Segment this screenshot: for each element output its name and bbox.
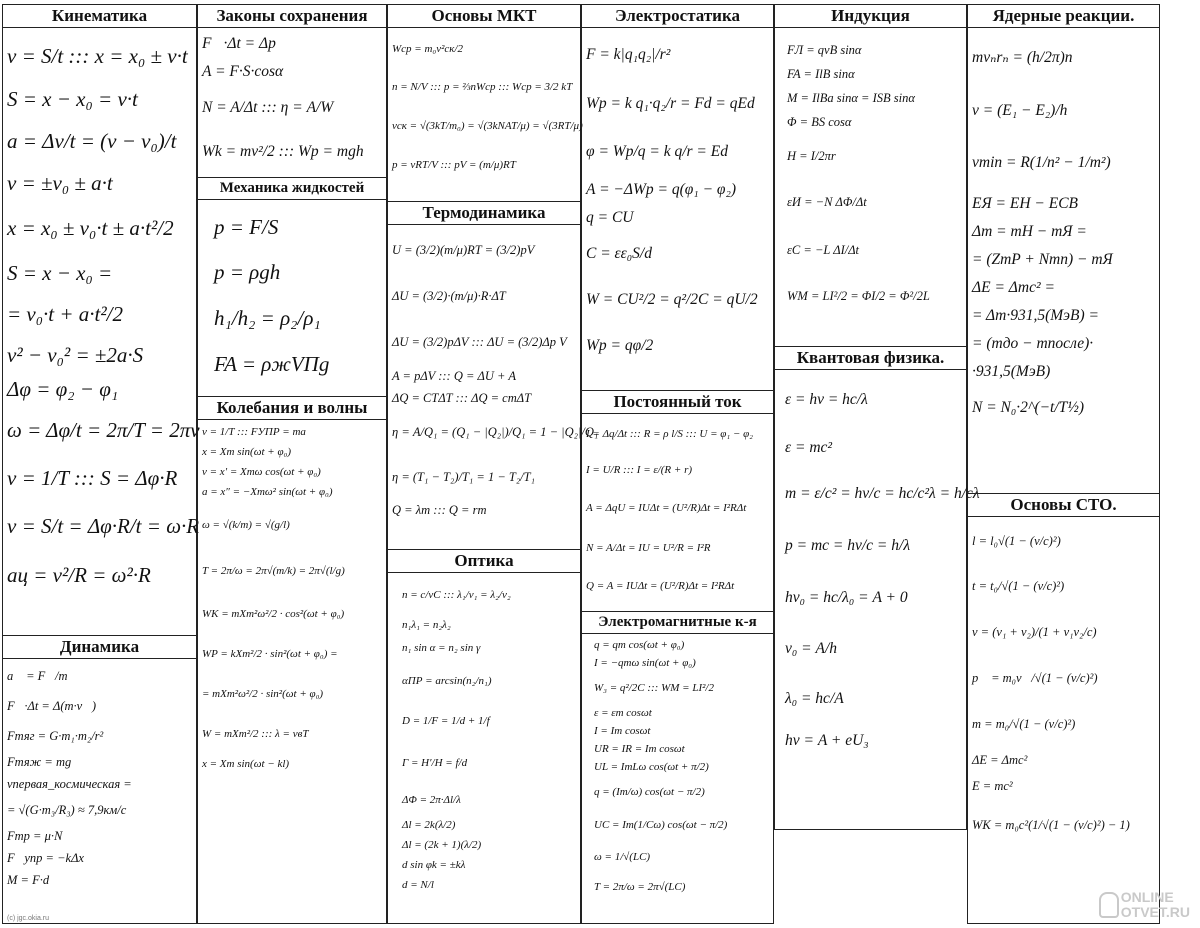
formula: p = mc = hν/c = h/λ (785, 537, 911, 554)
formula: H = I/2πr (787, 149, 836, 163)
formula: ω = 1/√(LC) (594, 851, 651, 863)
formula: W = CU²/2 = q²/2C = qU/2 (586, 291, 758, 308)
formula: νmin = R(1/n² − 1/m²) (972, 154, 1111, 171)
formula: S = x − x₀ = (7, 261, 113, 285)
lightbulb-icon (1099, 892, 1119, 918)
formula: = mXm²ω²/2 · sin²(ωt + φ₀) (202, 688, 324, 700)
formula: F⃗·Δt = Δp⃗ (202, 35, 288, 52)
formula: ω = Δφ/t = 2π/T = 2πν (7, 418, 200, 442)
section-title: Постоянный ток (582, 391, 773, 414)
formula: C = εε₀S/d (586, 245, 652, 262)
formula: φ = Wp/q = k q/r = Ed (586, 143, 728, 160)
section-title: Колебания и волны (198, 397, 386, 420)
formula: N = A/Δt = IU = U²/R = I²R (586, 542, 711, 554)
section-oscillations (197, 396, 387, 924)
section-title: Оптика (388, 550, 580, 573)
formula: WK = mXm²ω²/2 · cos²(ωt + φ₀) (202, 608, 345, 620)
formula: αПР = arcsin(n₂/n₁) (402, 675, 492, 687)
section-nuclear (967, 4, 1160, 494)
formula: m = ε/c² = hν/c = hc/c²λ = h/cλ (785, 485, 980, 502)
formula: ν = 1/T ::: FУПР = ma (202, 426, 306, 438)
formula: I = U/R ::: I = ε/(R + r) (586, 464, 693, 476)
column-6 (967, 4, 1160, 924)
formula: d = N/l (402, 879, 434, 891)
section-title: Ядерные реакции. (968, 5, 1159, 28)
formula: x = Xm sin(ωt + φ₀) (202, 446, 292, 458)
section-thermo (387, 201, 599, 550)
formula: λ₀ = hc/A (785, 690, 844, 707)
formula: q = (Im/ω) cos(ωt − π/2) (594, 786, 705, 798)
formula-list (775, 370, 980, 760)
formula: Fтяг = G·m₁·m₂/r² (7, 729, 104, 743)
formula: Δl = 2k(λ/2) (402, 819, 456, 831)
formula: p⃗ = m₀v⃗/√(1 − (v/c)²) (972, 671, 1098, 685)
formula: WM = LI²/2 = ΦI/2 = Φ²/2L (787, 289, 930, 303)
section-mkt (387, 4, 581, 202)
formula: FЛ = qvB sinα (787, 43, 862, 57)
formula: W = mXm²/2 ::: λ = vвT (202, 728, 309, 740)
section-optics (387, 549, 581, 924)
formula: Q = A = IUΔt = (U²/R)Δt = I²RΔt (586, 580, 735, 592)
formula: a⃗ = F⃗/m (7, 669, 68, 683)
formula: WP = kXm²/2 · sin²(ωt + φ₀) = (202, 648, 338, 660)
formula: Δφ = φ₂ − φ₁ (7, 377, 119, 401)
formula: T = 2π/ω = 2π√(m/k) = 2π√(l/g) (202, 565, 345, 577)
formula: p = ρgh (214, 260, 281, 284)
formula-list (198, 28, 386, 176)
column-1 (2, 4, 200, 924)
formula: UL = ImLω cos(ωt + π/2) (594, 761, 709, 773)
watermark-line2: OTVET.RU (1120, 904, 1190, 920)
formula: N = N₀·2^(−t/T½) (972, 399, 1085, 416)
formula: ΔE = Δmc² (972, 753, 1028, 767)
formula: ΔE = Δmc² = (972, 279, 1055, 296)
formula-list (3, 659, 196, 893)
section-title: Динамика (3, 636, 196, 659)
formula: η = A/Q₁ = (Q₁ − |Q₂|)/Q₁ = 1 − |Q₂|/Q₁ (392, 425, 599, 439)
formula: εC = −L ΔI/Δt (787, 243, 860, 257)
formula: m = m₀/√(1 − (v/c)²) (972, 717, 1076, 731)
formula: = Δm·931,5(МэВ) = (972, 307, 1099, 324)
formula: M = F·d (7, 873, 50, 887)
formula: vск = √(3kT/m₀) = √(3kNAT/μ) = √(3RT/μ) (392, 120, 583, 132)
formula: = v₀·t + a·t²/2 (7, 302, 124, 326)
formula-list (968, 28, 1159, 432)
section-title: Электростатика (582, 5, 773, 28)
watermark-line1: ONLINE (1120, 889, 1174, 905)
formula: η = (T₁ − T₂)/T₁ = 1 − T₂/T₁ (392, 470, 535, 484)
formula: I = Δq/Δt ::: R = ρ l/S ::: U = φ₁ − φ₂ (586, 428, 753, 440)
formula: ε = mc² (785, 439, 833, 456)
formula-list (582, 634, 773, 904)
column-2 (197, 4, 387, 924)
formula: FA = ρжVПg (214, 352, 330, 376)
formula: p = F/S (214, 215, 279, 239)
formula: a = x″ = −Xmω² sin(ωt + φ₀) (202, 486, 333, 498)
formula: n = c/vC ::: λ₁/ν₁ = λ₂/ν₂ (402, 589, 511, 601)
section-quantum (774, 346, 980, 830)
section-em (581, 611, 774, 924)
section-title: Кинематика (3, 5, 196, 28)
formula: p = νRT/V ::: pV = (m/μ)RT (392, 159, 516, 171)
formula: a = Δv/t = (v − v₀)/t (7, 129, 177, 153)
formula: Φ = BS cosα (787, 115, 852, 129)
formula: Wp = k q₁·q₂/r = Fd = qEd (586, 95, 755, 112)
formula: Q = λm ::: Q = rm (392, 503, 487, 517)
formula: A = F·S·cosα (202, 63, 284, 80)
column-5 (774, 4, 980, 924)
formula: ν₀ = A/h (785, 640, 838, 657)
formula: A = −ΔWp = q(φ₁ − φ₂) (586, 181, 737, 198)
formula: ·931,5(МэВ) (972, 363, 1051, 380)
formula: Δl = (2k + 1)(λ/2) (402, 839, 482, 851)
column-4 (581, 4, 774, 924)
formula: εИ = −N ΔΦ/Δt (787, 195, 867, 209)
formula: v = (v₁ + v₂)/(1 + v₁v₂/c) (972, 625, 1097, 639)
section-dc (581, 390, 774, 612)
formula-list (388, 28, 583, 186)
formula: U = (3/2)(m/μ)RT = (3/2)pV (392, 243, 535, 257)
formula: l = l₀√(1 − (v/c)²) (972, 534, 1061, 548)
section-title: Основы СТО. (968, 494, 1159, 517)
formula-list (198, 200, 386, 386)
formula: E = mc² (972, 779, 1013, 793)
formula-list (582, 414, 773, 606)
formula: ΔU = (3/2)·(m/μ)·R·ΔT (392, 289, 506, 303)
formula: Γ = H′/H = f/d (402, 757, 468, 769)
formula: EЯ = EН − EСВ (972, 195, 1079, 212)
section-title: Электромагнитные к-я (582, 612, 773, 634)
formula: q = CU (586, 209, 634, 226)
formula: n₁ sin α = n₂ sin γ (402, 642, 481, 654)
formula: FA = IlB sinα (787, 67, 855, 81)
formula: n₁λ₁ = n₂λ₂ (402, 619, 451, 631)
formula: I = Im cosωt (594, 725, 651, 737)
formula-list (582, 28, 773, 370)
section-electrostatics (581, 4, 774, 391)
formula: WK = m₀c²(1/√(1 − (v/c)²) − 1) (972, 818, 1130, 832)
formula: ΔU = (3/2)pΔV ::: ΔU = (3/2)Δp V (392, 335, 567, 349)
section-fluids (197, 177, 387, 397)
formula-list (775, 28, 966, 320)
formula: mνₙrₙ = (h/2π)n (972, 49, 1073, 66)
formula: UR = IR = Im cosωt (594, 743, 685, 755)
formula: Fтяж = mg (7, 755, 72, 769)
section-title: Механика жидкостей (198, 178, 386, 200)
formula: hν₀ = hc/λ₀ = A + 0 (785, 589, 908, 606)
formula: F⃗·Δt = Δ(m·v⃗) (7, 699, 97, 713)
formula: D = 1/F = 1/d + 1/f (402, 715, 490, 727)
formula: I = −qmω sin(ωt + φ₀) (594, 657, 696, 669)
formula: v² − v₀² = ±2a·S (7, 343, 144, 367)
formula: = (mдо − mпосле)· (972, 335, 1094, 352)
section-title: Термодинамика (388, 202, 580, 225)
formula: ΔQ = CTΔT ::: ΔQ = cmΔT (392, 391, 532, 405)
section-conservation (197, 4, 387, 178)
formula: W₃ = q²/2C ::: WM = LI²/2 (594, 682, 714, 694)
section-sto (967, 493, 1160, 924)
formula: S = x − x₀ = v·t (7, 87, 138, 111)
formula-list (968, 517, 1159, 853)
formula: vпервая_космическая = (7, 777, 132, 791)
credit-text: (c) jgc.okia.ru (7, 915, 50, 922)
formula: x = x₀ ± v₀·t ± a·t²/2 (7, 216, 174, 240)
formula: h₁/h₂ = ρ₂/ρ₁ (214, 306, 321, 330)
section-title: Квантовая физика. (775, 347, 966, 370)
formula: Wk = mv²/2 ::: Wp = mgh (202, 143, 364, 160)
formula: t = t₀/√(1 − (v/c)²) (972, 579, 1065, 593)
column-3 (387, 4, 599, 924)
formula: Wp = qφ/2 (586, 337, 654, 354)
formula: ν = 1/T ::: S = Δφ·R (7, 466, 178, 490)
formula: ν = (E₁ − E₂)/h (972, 102, 1068, 119)
watermark-logo (1121, 890, 1190, 920)
formula: Fтр = μ·N (7, 829, 63, 843)
section-title: Законы сохранения (198, 5, 386, 28)
formula: hν = A + eU₃ (785, 732, 869, 749)
formula: = √(G·m₃/R₃) ≈ 7,9км/c (7, 803, 127, 817)
formula-list (3, 28, 200, 602)
formula: v = ±v₀ ± a·t (7, 171, 113, 195)
formula: q = qm cos(ωt + φ₀) (594, 639, 685, 651)
section-dynamics (2, 635, 197, 924)
formula: v = S/t ::: x = x₀ ± v·t (7, 44, 188, 68)
formula: F⃗упр = −kΔx⃗ (7, 851, 94, 865)
formula-list (388, 573, 580, 897)
formula-list (388, 225, 599, 523)
formula: n = N/V ::: p = ⅔nWср ::: Wср = 3/2 kT (392, 81, 573, 93)
section-kinematics (2, 4, 200, 636)
formula: A = ΔqU = IUΔt = (U²/R)Δt = I²RΔt (586, 502, 747, 514)
formula: Wср = m₀v²ск/2 (392, 43, 464, 55)
formula: d sin φk = ±kλ (402, 859, 466, 871)
formula: v = S/t = Δφ·R/t = ω·R (7, 514, 200, 538)
formula: UC = Im(1/Cω) cos(ωt − π/2) (594, 819, 728, 831)
formula-list (198, 420, 386, 776)
formula: A = pΔV ::: Q = ΔU + A (392, 369, 516, 383)
formula: ε = εm cosωt (594, 707, 652, 719)
formula: M = IlBa sinα = ISB sinα (787, 91, 915, 105)
formula: v = x′ = Xmω cos(ωt + φ₀) (202, 466, 321, 478)
formula: T = 2π/ω = 2π√(LC) (594, 881, 686, 893)
formula: ΔΦ = 2π·Δl/λ (402, 794, 461, 806)
section-induction (774, 4, 967, 347)
section-title: Индукция (775, 5, 966, 28)
formula: aц = v²/R = ω²·R (7, 563, 151, 587)
formula: x = Xm sin(ωt − kl) (202, 758, 290, 770)
formula: ω = √(k/m) = √(g/l) (202, 519, 290, 531)
formula: Δm = mН − mЯ = (972, 223, 1087, 240)
section-title: Основы МКТ (388, 5, 580, 28)
formula: ε = hν = hc/λ (785, 391, 868, 408)
formula: F = k|q₁q₂|/r² (586, 46, 671, 63)
formula: N = A/Δt ::: η = A/W (202, 99, 334, 116)
formula: = (ZmP + Nmn) − mЯ (972, 251, 1113, 268)
